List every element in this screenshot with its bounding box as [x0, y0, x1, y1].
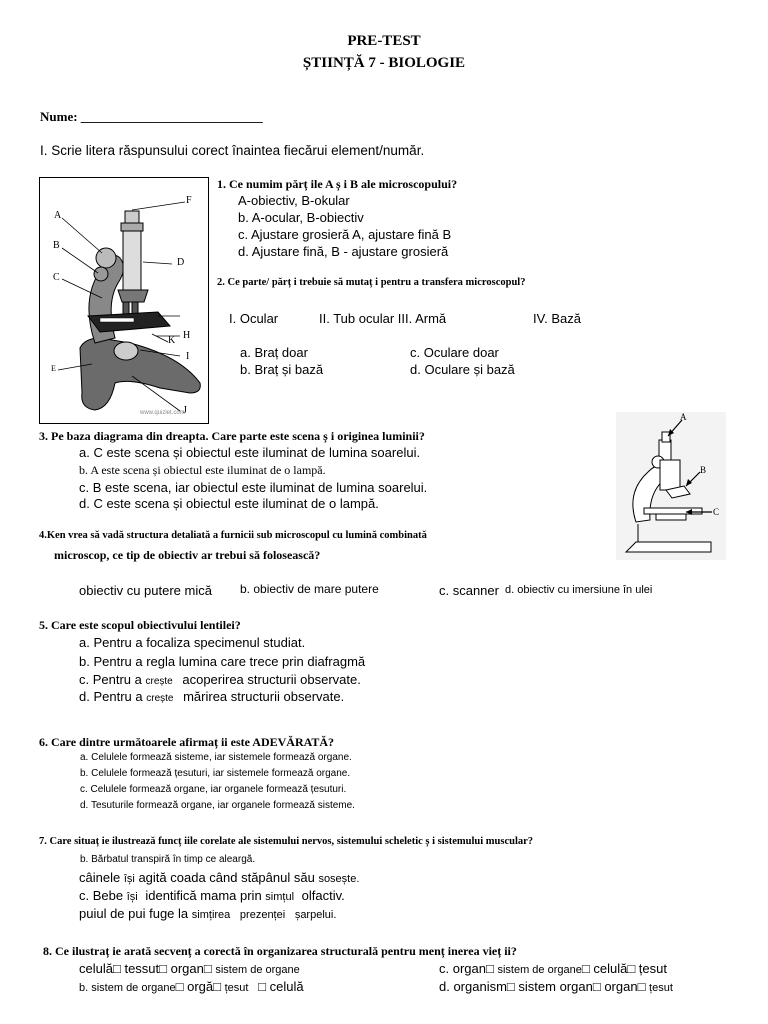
- q7-a-mid: își: [123, 873, 135, 885]
- fig1-label-e: E: [51, 364, 56, 373]
- q8-text: 8. Ce ilustraț ie arată secvenț a corectă în organizarea structurală pentru menț inerea vieț ii?: [43, 944, 517, 958]
- q7-d-mid2: prezenței: [239, 909, 286, 921]
- q7-option-d: [79, 906, 336, 921]
- q8-d-sym1: □: [506, 979, 515, 994]
- q6-option-a: a. Celulele formează sisteme, iar sistemele formează organe.: [80, 752, 352, 763]
- q5-c-mid: crește: [145, 676, 173, 687]
- q2-option-d: d. Oculare și bază: [410, 362, 515, 377]
- q7-c-mid2: identifică mama prin: [145, 888, 262, 903]
- q7-a-end: sosește.: [318, 873, 360, 885]
- q5-option-c: [79, 672, 361, 687]
- q8-c1: c. organ: [439, 961, 486, 976]
- name-field[interactable]: Nume: ____________________________: [40, 109, 263, 124]
- fig1-label-a: A: [54, 210, 62, 221]
- q2-item-i: I. Ocular: [229, 311, 279, 326]
- q8-b2: orgă: [187, 979, 214, 994]
- q7-d-end: șarpelui.: [294, 909, 337, 921]
- q8-c3: celulă: [593, 961, 628, 976]
- q5-d-mid: crește: [146, 693, 174, 704]
- fig1-label-b: B: [53, 240, 60, 251]
- q8-c-sym2: □: [581, 961, 590, 976]
- q7-d-mid: simțirea: [191, 909, 231, 921]
- q8-option-c: [439, 961, 667, 976]
- q2-option-b: b. Braț și bază: [240, 362, 324, 377]
- q7-a-pre: câinele: [79, 870, 121, 885]
- q8-b1: b. sistem de organe: [79, 982, 176, 994]
- q1-option-c: c. Ajustare grosieră A, ajustare fină B: [238, 227, 452, 242]
- q8-b4: celulă: [269, 979, 304, 994]
- fig1-label-f: F: [186, 195, 192, 206]
- q5-option-a: a. Pentru a focaliza specimenul studiat.: [79, 635, 306, 650]
- q3-text: 3. Pe baza diagrama din dreapta. Care parte este scena ș i originea luminii?: [39, 429, 425, 443]
- q7-option-b: b. Bărbatul transpiră în timp ce aleargă.: [80, 854, 256, 865]
- q5-option-b: b. Pentru a regla lumina care trece prin diafragmă: [79, 654, 366, 669]
- q8-b-sym1: □: [175, 979, 184, 994]
- q7-c-last: olfactiv.: [301, 888, 345, 903]
- q4-option-b: b. obiectiv de mare putere: [240, 582, 379, 596]
- q7-c-mid: își: [126, 891, 138, 903]
- q3-option-c: c. B este scena, iar obiectul este iluminat de lumina soarelui.: [79, 480, 428, 495]
- q8-d3: organ: [604, 979, 638, 994]
- q8-a-sym2: □: [159, 961, 167, 976]
- q5-text: 5. Care este scopul obiectivului lentilei?: [39, 618, 241, 632]
- fig1-watermark: www.quizlet.com: [140, 410, 185, 416]
- q4-option-c: c. scanner: [439, 583, 499, 598]
- q8-option-b: [79, 979, 304, 994]
- q7-text: 7. Care situaț ie ilustrează funcț iile corelate ale sistemului nervos, sistemului scheletic ș i sistemului muscular?: [39, 836, 534, 847]
- q8-a-sym3: □: [203, 961, 212, 976]
- q2-option-c: c. Oculare doar: [410, 345, 499, 360]
- q8-d2: sistem organ: [518, 979, 593, 994]
- fig1-label-i: I: [186, 351, 190, 362]
- fig2-label-b: B: [700, 465, 707, 475]
- q8-a2: tessut: [124, 961, 160, 976]
- q5-option-d: [79, 689, 344, 704]
- instruction: I. Scrie litera răspunsului corect înaintea fiecărui element/număr.: [40, 143, 425, 158]
- q8-a4: sistem de organe: [215, 964, 300, 976]
- fig1-label-c: C: [53, 272, 60, 283]
- q1-text: 1. Ce numim părț ile A ș i B ale microscopului?: [217, 177, 458, 191]
- page-title: PRE-TEST: [347, 33, 421, 49]
- q1-option-b: b. A-ocular, B-obiectiv: [238, 210, 364, 225]
- q6-option-b: b. Celulele formează țesuturi, iar sistemele formează organe.: [80, 768, 351, 779]
- q4-text-line2: microscop, ce tip de obiectiv ar trebui să folosească?: [54, 548, 321, 562]
- q4-option-a: obiectiv cu putere mică: [79, 583, 212, 598]
- q8-a1: celulă: [79, 961, 113, 976]
- q2-option-a: a. Braț doar: [240, 345, 308, 360]
- fig1-label-d: D: [177, 257, 185, 268]
- q8-c-sym3: □: [627, 961, 636, 976]
- q2-item-ii: II. Tub ocular III. Armă: [319, 311, 447, 326]
- q8-option-d: [439, 979, 673, 994]
- q7-option-a: [79, 870, 359, 885]
- q6-option-d: d. Tesuturile formează organe, iar organele formează sisteme.: [80, 800, 355, 811]
- q8-a3: organ: [170, 961, 204, 976]
- q1-option-d: d. Ajustare fină, B - ajustare grosieră: [238, 244, 449, 259]
- q3-option-b: b. A este scena și obiectul este iluminat de o lampă.: [79, 463, 326, 477]
- q8-d-sym2: □: [592, 979, 601, 994]
- q8-c4: țesut: [638, 961, 667, 976]
- q5-d-post: mărirea structurii observate.: [183, 689, 345, 704]
- q7-option-c: [79, 888, 345, 903]
- q6-text: 6. Care dintre următoarele afirmaț ii este ADEVĂRATĂ?: [39, 735, 335, 749]
- q8-b-sym3: □: [258, 979, 266, 994]
- fig1-label-k: K: [168, 335, 176, 346]
- q7-c-pre: c. Bebe: [79, 888, 124, 903]
- q2-item-iv: IV. Bază: [533, 311, 581, 326]
- microscope-figure: [39, 177, 209, 424]
- q7-c-end: simțul: [265, 891, 295, 903]
- q8-d-sym3: □: [637, 979, 646, 994]
- q5-c-post: acoperirea structurii observate.: [182, 672, 361, 687]
- fig1-label-j: J: [183, 405, 187, 416]
- q7-d-pre: puiul de pui fuge la: [79, 906, 189, 921]
- q8-c-sym1: □: [485, 961, 494, 976]
- q8-option-a: [79, 961, 300, 976]
- q8-b3: țesut: [224, 982, 249, 994]
- q8-a-sym1: □: [112, 961, 121, 976]
- q3-option-a: a. C este scena și obiectul este iluminat de lumina soarelui.: [79, 445, 421, 460]
- q2-text: 2. Ce parte/ părț i trebuie să mutaț i pentru a transfera microscopul?: [217, 277, 526, 288]
- q1-option-a: A-obiectiv, B-okular: [238, 193, 350, 208]
- q5-d-pre: d. Pentru a: [79, 689, 143, 704]
- page-subtitle: ȘTIINȚĂ 7 - BIOLOGIE: [302, 55, 466, 71]
- q8-b-sym2: □: [213, 979, 221, 994]
- q5-c-pre: c. Pentru a: [79, 672, 142, 687]
- fig1-label-h: H: [183, 330, 191, 341]
- microscope-drawing-small: [616, 412, 726, 560]
- fig2-label-c: C: [713, 507, 720, 517]
- q4-text-line1: 4.Ken vrea să vadă structura detaliată a furnicii sub microscopul cu lumină combinată: [39, 530, 427, 541]
- q8-c2: sistem de organe: [497, 964, 582, 976]
- q7-a-post: agită coada când stăpânul său: [138, 870, 315, 885]
- fig2-label-a: A: [680, 412, 687, 422]
- q8-d4: țesut: [649, 982, 673, 994]
- q3-option-d: d. C este scena și obiectul este iluminat de o lampă.: [79, 496, 379, 511]
- q6-option-c: c. Celulele formează organe, iar organele formează țesuturi.: [80, 784, 347, 795]
- microscope-figure-small: [616, 412, 726, 560]
- microscope-drawing: [40, 178, 207, 422]
- q4-option-d: d. obiectiv cu imersiune în ulei: [505, 584, 653, 596]
- q8-d1: d. organism: [439, 979, 507, 994]
